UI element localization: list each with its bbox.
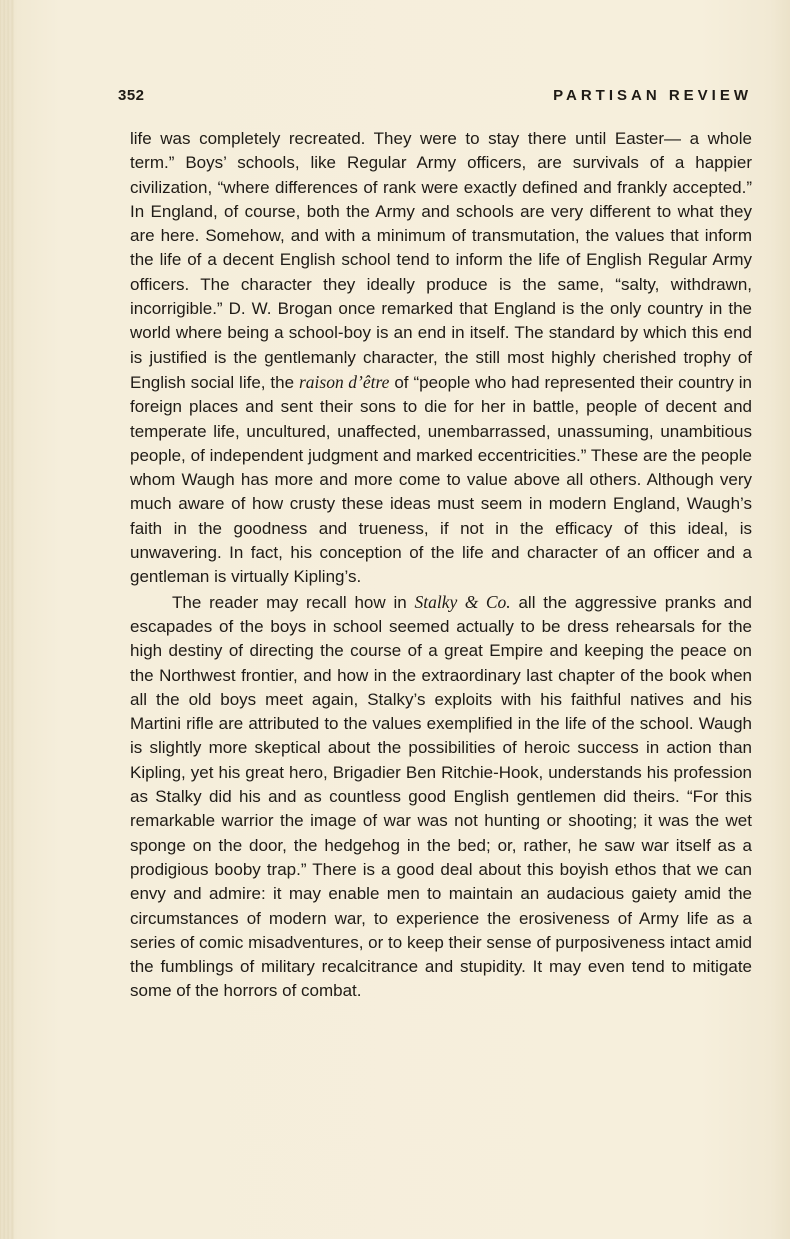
paragraph-1 [130, 127, 752, 590]
running-head: PARTISAN REVIEW [553, 87, 752, 104]
paragraph-2 [130, 590, 752, 1004]
paragraph-1-italic: raison d’être [298, 371, 390, 392]
page-header [118, 87, 752, 109]
paragraph-2-text-b: all the aggressive pranks and escapades of the boys in school seemed actually to be dress rehearsals for the high destiny of directing the course of a great Empire and keeping the peace on the Northwest frontier, and how in the extraordinary last chapter of the book when all the old boys meet again, Stalky’s exploits with his faithful natives and his Martini rifle are attributed to the values exemplified in the life of the school. Waugh is slightly more skeptical about the possibilities of heroic success in action than Kipling, yet his great hero, Brigadier Ben Ritchie-Hook, understands his profession as Stalky did his and as countless good English gentlemen did theirs. “For this remarkable warrior the image of war was not hunting or shooting; it was the wet sponge on the door, the hedgehog in the bed; or, rather, he saw war itself as a prodigious booby trap.” There is a good deal about this boyish ethos that we can envy and admire: it may enable men to maintain an audacious gaiety amid the circumstances of modern war, to experience the erosiveness of Army life as a series of comic misadventures, or to keep their sense of purposiveness intact amid the fumblings of military recalcitrance and stupidity. It may even tend to mitigate some of the horrors of combat. [130, 592, 753, 1001]
paragraph-2-text-a: The reader may recall how in [172, 592, 415, 612]
paragraph-1-text-a: life was completely recreated. They were to stay there until Easter— a whole term.” Boys’ schools, like Regular Army officers, are survivals of a happier civilization, “where differences of rank were exactly defined and frankly accepted.” In England, of course, both the Army and schools are very different to what they are here. Somehow, and with a minimum of transmutation, the values that inform the life of a decent English school tend to inform the life of English Regular Army officers. The character they ideally produce is the same, “salty, withdrawn, incorrigible.” D. W. Brogan once remarked that England is the only country in the world where being a school-boy is an end in itself. The standard by which this end is justified is the gentlemanly character, the still most highly cherished trophy of English social life, the [130, 129, 752, 392]
page-gutter [0, 0, 14, 1239]
body-text [130, 127, 752, 1004]
paragraph-2-italic: Stalky & Co. [414, 591, 511, 612]
paragraph-1-text-b: of “people who had represented their country in foreign places and sent their sons to die for her in battle, people of decent and temperate life, uncultured, unaffected, unembarrassed, unassuming, unambitious people, of independent judgment and marked eccentricities.” These are the people whom Waugh has more and more come to value above all others. Although very much aware of how crusty these ideas must seem in modern England, Waugh’s faith in the goodness and trueness, if not in the efficacy of this ideal, is unwavering. In fact, his conception of the life and character of an officer and a gentleman is virtually Kipling’s. [130, 372, 752, 587]
page-number: 352 [118, 87, 145, 104]
